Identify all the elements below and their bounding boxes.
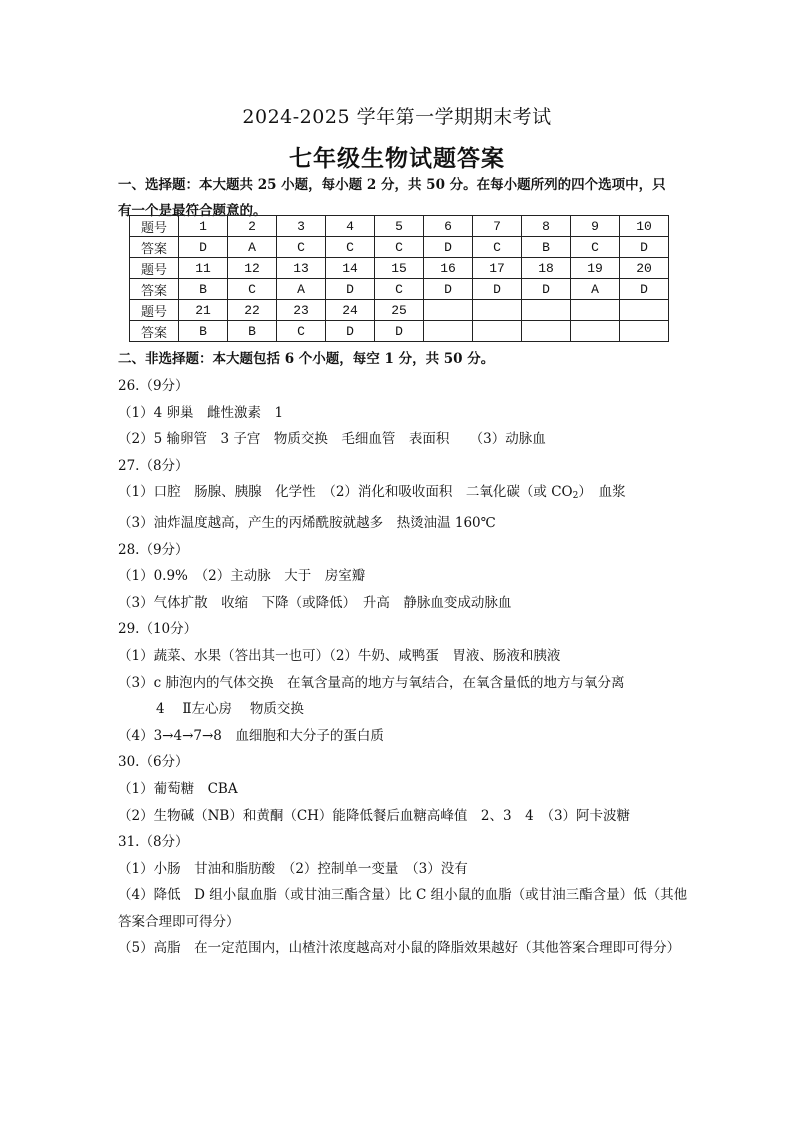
question-number-cell: 23: [277, 300, 326, 321]
q26-heading: 26.（9分）: [118, 378, 189, 394]
question-number-cell: 12: [228, 258, 277, 279]
q31-line: （1）小肠 甘油和脂肪酸 （2）控制单一变量 （3）没有: [118, 860, 468, 877]
answer-row: [130, 279, 669, 300]
co2-subscript: 2: [572, 491, 579, 502]
q29-line: 4 Ⅱ左心房 物质交换: [156, 701, 304, 718]
q28-line: （3）气体扩散 收缩 下降（或降低） 升高 静脉血变成动脉血: [118, 594, 512, 611]
q27-line-text: ） 血浆: [578, 484, 626, 501]
question-number-cell: 18: [522, 258, 571, 279]
answer-letter-cell: D: [424, 279, 473, 300]
q29-heading: 29.（10分）: [118, 621, 198, 638]
answer-letter-cell: A: [277, 279, 326, 300]
answer-letter-cell: [473, 321, 522, 342]
q28-line: （1）0.9% （2）主动脉 大于 房室瓣: [118, 568, 366, 585]
question-number-cell: 4: [326, 216, 375, 237]
answer-letter-cell: D: [179, 237, 228, 258]
answer-label: 答案: [130, 237, 179, 258]
answer-letter-cell: B: [228, 321, 277, 342]
answer-letter-cell: D: [424, 237, 473, 258]
answer-letter-cell: C: [326, 237, 375, 258]
question-number-cell: 20: [620, 258, 669, 279]
question-number-cell: 10: [620, 216, 669, 237]
answer-row: [130, 321, 669, 342]
question-number-cell: 7: [473, 216, 522, 237]
question-number-cell: 11: [179, 258, 228, 279]
q29-line: （4）3→4→7→8 血细胞和大分子的蛋白质: [118, 727, 384, 744]
answer-table: [129, 215, 669, 342]
answer-letter-cell: D: [522, 279, 571, 300]
q30-heading: 30.（6分）: [118, 754, 189, 771]
exam-title: 2024-2025 学年第一学期期末考试: [242, 106, 552, 128]
question-number-cell: 17: [473, 258, 522, 279]
question-number-cell: 25: [375, 300, 424, 321]
question-number-cell: 22: [228, 300, 277, 321]
answer-label: 答案: [130, 321, 179, 342]
answer-letter-cell: C: [473, 237, 522, 258]
answer-row: [130, 237, 669, 258]
question-number-cell: 5: [375, 216, 424, 237]
answer-label: 答案: [130, 279, 179, 300]
answer-letter-cell: D: [326, 279, 375, 300]
question-number-cell: 13: [277, 258, 326, 279]
q31-line: （4）降低 D 组小鼠血脂（或甘油三酯含量）比 C 组小鼠的血脂（或甘油三酯含量）低（其他答案合理即可得分）: [118, 887, 688, 930]
answer-letter-cell: [424, 321, 473, 342]
question-number-cell: 3: [277, 216, 326, 237]
question-number-cell: 2: [228, 216, 277, 237]
question-number-cell: [571, 300, 620, 321]
question-number-cell: 15: [375, 258, 424, 279]
answer-letter-cell: B: [522, 237, 571, 258]
answer-letter-cell: B: [179, 321, 228, 342]
q30-line: （2）生物碱（NB）和黄酮（CH）能降低餐后血糖高峰值 2、3 4 （3）阿卡波糖: [118, 807, 631, 824]
q26-line: （1）4 卵巢 雌性激素 1: [118, 404, 284, 421]
question-number-cell: [473, 300, 522, 321]
question-number-cell: 21: [179, 300, 228, 321]
answer-letter-cell: C: [375, 279, 424, 300]
question-number-cell: 16: [424, 258, 473, 279]
answer-letter-cell: A: [228, 237, 277, 258]
answer-letter-cell: C: [375, 237, 424, 258]
question-number-cell: [424, 300, 473, 321]
question-number-cell: 9: [571, 216, 620, 237]
answer-letter-cell: D: [620, 237, 669, 258]
question-number-cell: 1: [179, 216, 228, 237]
q26-line: （2）5 输卵管 3 子宫 物质交换 毛细血管 表面积 （3）动脉血: [118, 431, 546, 448]
answer-letter-cell: B: [179, 279, 228, 300]
question-number-label: 题号: [130, 258, 179, 279]
section2-heading: 二、非选择题：本大题包括 6 个小题，每空 1 分，共 50 分。: [118, 351, 495, 367]
question-number-label: 题号: [130, 300, 179, 321]
q29-line: （3）c 肺泡内的气体交换 在氧含量高的地方与氧结合，在氧含量低的地方与氧分离: [118, 674, 625, 691]
q27-line: [118, 479, 688, 510]
q28-heading: 28.（9分）: [118, 541, 189, 558]
answer-letter-cell: D: [473, 279, 522, 300]
question-number-cell: 19: [571, 258, 620, 279]
q29-line: （1）蔬菜、水果（答出其一也可）（2）牛奶、咸鸭蛋 胃液、肠液和胰液: [118, 647, 561, 664]
question-number-row: [130, 258, 669, 279]
answer-letter-cell: [620, 321, 669, 342]
section1-heading: 一、选择题：本大题共 25 小题，每小题 2 分，共 50 分。在每小题所列的四个选项中，只有一个是最符合题意的。: [118, 177, 666, 219]
q27-heading: 27.（8分）: [118, 457, 189, 474]
answer-letter-cell: C: [277, 237, 326, 258]
q30-line: （1）葡萄糖 CBA: [118, 780, 238, 797]
answer-letter-cell: C: [228, 279, 277, 300]
q31-heading: 31.（8分）: [118, 834, 189, 851]
answer-letter-cell: A: [571, 279, 620, 300]
exam-subtitle: 七年级生物试题答案: [289, 145, 505, 172]
question-number-cell: 14: [326, 258, 375, 279]
answer-letter-cell: [571, 321, 620, 342]
answer-letter-cell: C: [571, 237, 620, 258]
q31-line: （5）高脂 在一定范围内，山楂汁浓度越高对小鼠的降脂效果越好（其他答案合理即可得分）: [118, 940, 681, 957]
answer-letter-cell: D: [375, 321, 424, 342]
answer-letter-cell: D: [620, 279, 669, 300]
question-number-cell: [522, 300, 571, 321]
answer-lines: [118, 373, 688, 962]
question-number-label: 题号: [130, 216, 179, 237]
question-number-cell: [620, 300, 669, 321]
answer-letter-cell: D: [326, 321, 375, 342]
question-number-row: [130, 300, 669, 321]
question-number-cell: 8: [522, 216, 571, 237]
answer-letter-cell: [522, 321, 571, 342]
q27-line: （3）油炸温度越高，产生的丙烯酰胺就越多 热烫油温 160℃: [118, 514, 496, 531]
question-number-cell: 24: [326, 300, 375, 321]
answer-letter-cell: C: [277, 321, 326, 342]
q27-line-text: （1）口腔 肠腺、胰腺 化学性 （2）消化和吸收面积 二氧化碳（或 CO: [118, 484, 573, 501]
question-number-cell: 6: [424, 216, 473, 237]
question-number-row: [130, 216, 669, 237]
